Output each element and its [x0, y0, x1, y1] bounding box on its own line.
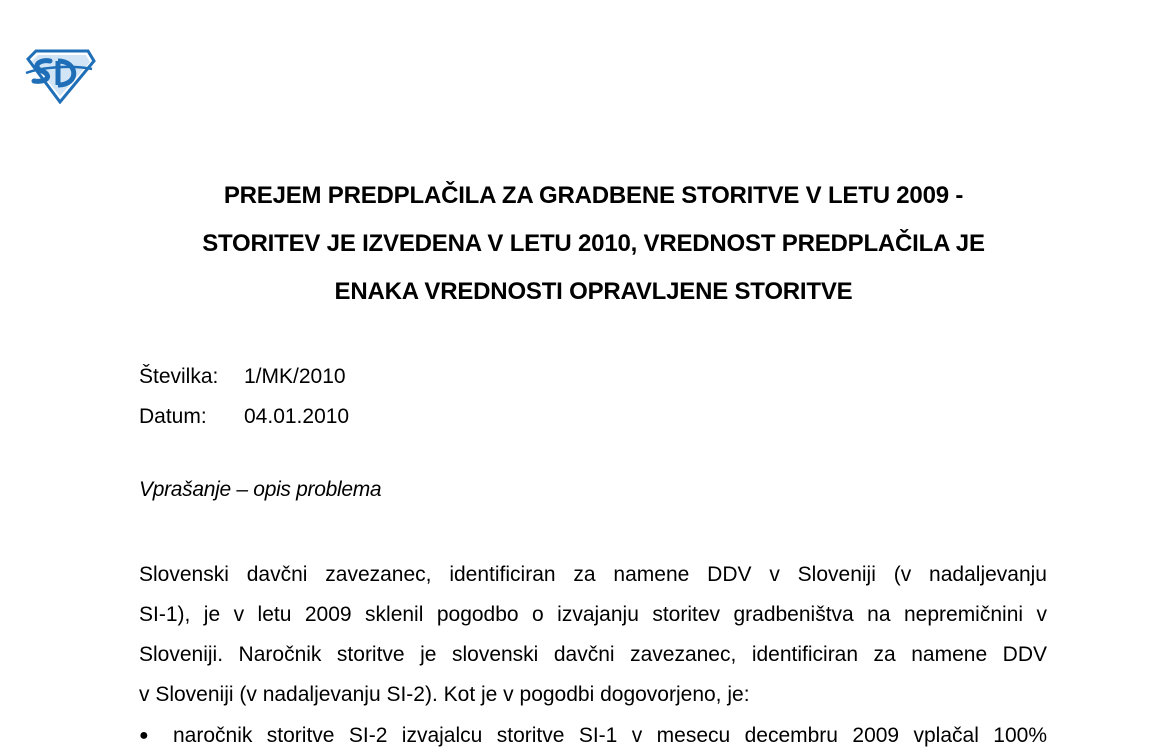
body-paragraph [139, 555, 1047, 715]
number-value: 1/MK/2010 [244, 365, 346, 388]
date-label: Datum: [139, 405, 207, 428]
date-row [139, 397, 349, 437]
list-item [139, 716, 1047, 756]
bullet-icon: ● [139, 727, 149, 744]
date-value: 04.01.2010 [244, 405, 350, 428]
document-meta [139, 357, 349, 437]
section-heading: Vprašanje – opis problema [139, 478, 382, 501]
paragraph-line: Slovenski davčni zavezanec, identificiran za namene DDV v Sloveniji (v nadaljevanju [139, 563, 1047, 586]
paragraph-line: SI-1), je v letu 2009 sklenil pogodbo o izvajanju storitev gradbeništva na nepremičnini v [139, 603, 1047, 626]
sd-logo [22, 49, 96, 104]
title-line-1: PREJEM PREDPLAČILA ZA GRADBENE STORITVE V LETU 2009 - [223, 182, 964, 209]
number-label: Številka: [139, 365, 219, 388]
number-row [139, 357, 349, 397]
title-line-3: ENAKA VREDNOSTI OPRAVLJENE STORITVE [334, 278, 853, 305]
document-title [130, 172, 1057, 316]
list-item-text: naročnik storitve SI-2 izvajalcu storitve SI-1 v mesecu decembru 2009 vplačal 100% [173, 724, 1047, 747]
paragraph-line: Sloveniji. Naročnik storitve je slovenski davčni zavezanec, identificiran za namene DDV [139, 643, 1047, 666]
paragraph-line: v Sloveniji (v nadaljevanju SI-2). Kot je v pogodbi dogovorjeno, je: [139, 683, 750, 706]
title-line-2: STORITEV JE IZVEDENA V LETU 2010, VREDNOST PREDPLAČILA JE [202, 230, 985, 257]
